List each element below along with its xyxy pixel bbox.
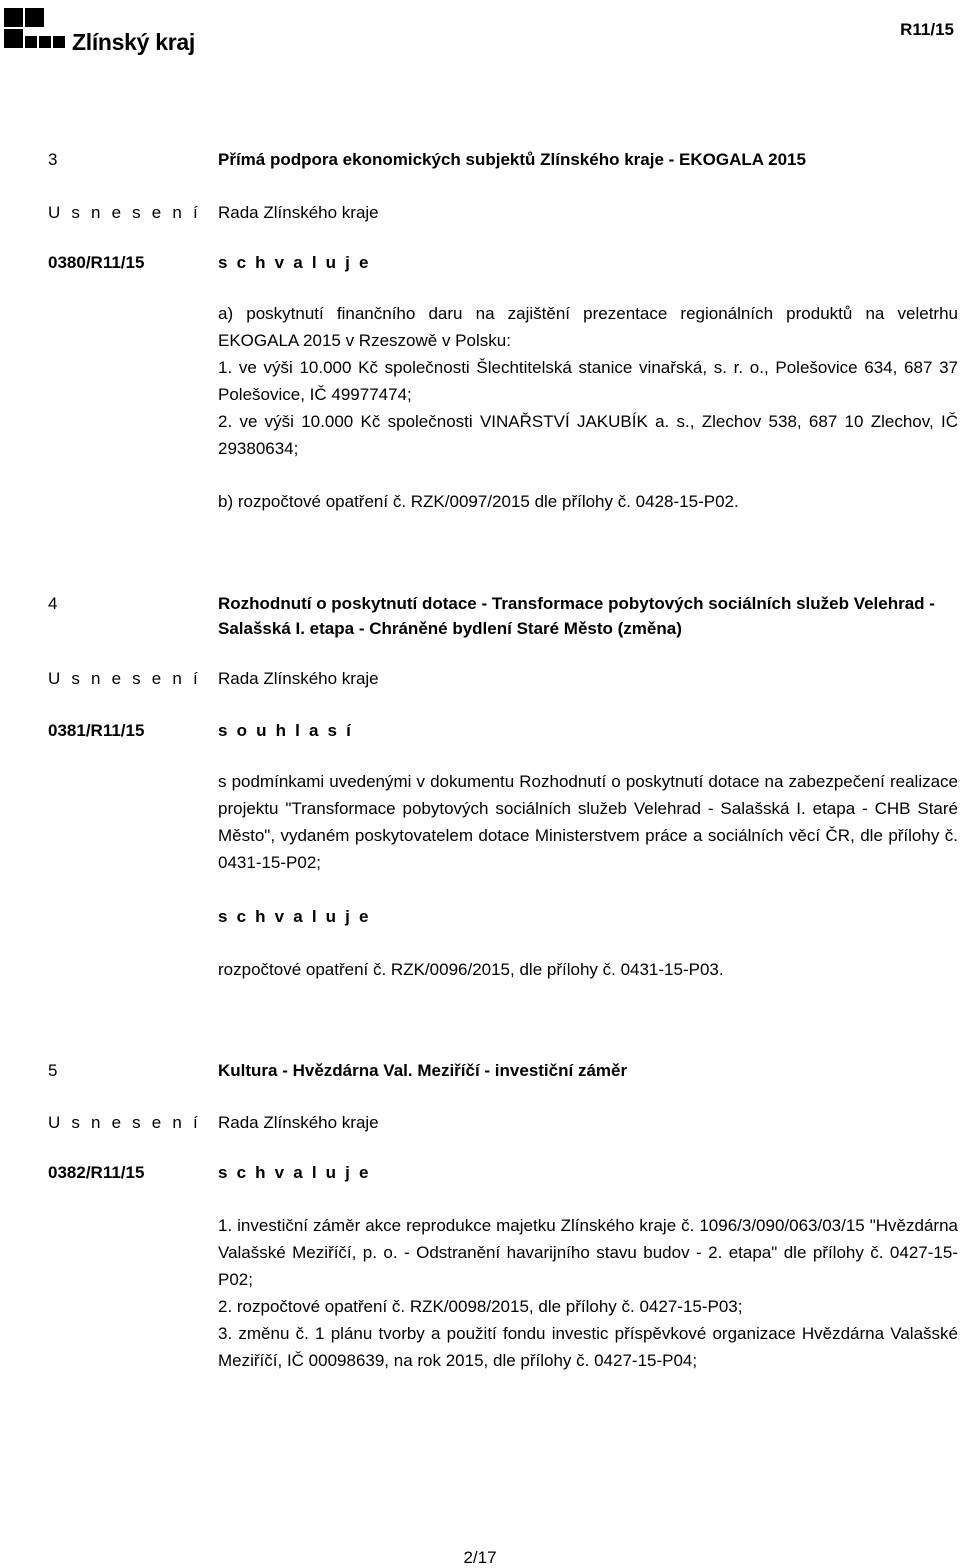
body-name: Rada Zlínského kraje	[218, 203, 379, 222]
zlinsky-kraj-logo	[4, 6, 204, 56]
logo-squares-icon	[4, 6, 68, 50]
resolution-verb: s c h v a l u j e	[218, 907, 371, 926]
resolution-paragraph: a) poskytnutí finančního daru na zajištění prezentace regionálních produktů na veletrhu EKOGALA 2015 v Rzeszowě v Polsku:	[218, 304, 958, 350]
item-title: Přímá podpora ekonomických subjektů Zlínského kraje - EKOGALA 2015	[218, 150, 806, 169]
resolution-verb: s c h v a l u j e	[218, 253, 371, 272]
document-code: R11/15	[900, 20, 954, 39]
resolution-paragraph: s podmínkami uvedenými v dokumentu Rozhodnutí o poskytnutí dotace na zabezpečení realizace projektu "Transformace pobytových sociálních služeb Velehrad - Salašská I. etapa - CHB Staré Město", vydaném poskytovatelem dotace Ministerstvem práce a sociálních věcí ČR, dle přílohy č. 0431-15-P02;	[218, 772, 958, 872]
usneseni-label: U s n e s e n í	[48, 669, 201, 688]
usneseni-label: U s n e s e n í	[48, 1113, 201, 1132]
item-title: Rozhodnutí o poskytnutí dotace - Transformace pobytových sociálních služeb Velehrad - Salašská I. etapa - Chráněné bydlení Staré Město (změna)	[218, 594, 935, 638]
resolution-paragraph: b) rozpočtové opatření č. RZK/0097/2015 dle přílohy č. 0428-15-P02.	[218, 492, 739, 511]
resolution-paragraph: 1. investiční záměr akce reprodukce majetku Zlínského kraje č. 1096/3/090/063/03/15 "Hvězdárna Valašské Meziříčí, p. o. - Odstranění havarijního stavu budov - 2. etapa" dle přílohy č. 0427-15-P02;	[218, 1216, 958, 1289]
body-name: Rada Zlínského kraje	[218, 669, 379, 688]
resolution-paragraph: rozpočtové opatření č. RZK/0096/2015, dle přílohy č. 0431-15-P03.	[218, 960, 724, 979]
item-number: 5	[48, 1061, 58, 1080]
page-number: 2/17	[463, 1548, 497, 1567]
resolution-paragraph: 3. změnu č. 1 plánu tvorby a použití fondu investic příspěvkové organizace Hvězdárna Valašské Meziříčí, IČ 00098639, na rok 2015, dle přílohy č. 0427-15-P04;	[218, 1324, 958, 1370]
resolution-number: 0381/R11/15	[48, 721, 145, 740]
resolution-number: 0382/R11/15	[48, 1163, 145, 1182]
item-number: 3	[48, 150, 58, 169]
item-number: 4	[48, 594, 58, 613]
resolution-paragraph: 2. ve výši 10.000 Kč společnosti VINAŘSTVÍ JAKUBÍK a. s., Zlechov 538, 687 10 Zlechov, IČ 29380634;	[218, 412, 958, 458]
resolution-verb: s o u h l a s í	[218, 721, 354, 740]
resolution-paragraph: 1. ve výši 10.000 Kč společnosti Šlechtitelská stanice vinařská, s. r. o., Polešovice 634, 687 37 Polešovice, IČ 49977474;	[218, 358, 958, 404]
logo-text: Zlínský kraj	[72, 29, 195, 55]
usneseni-label: U s n e s e n í	[48, 203, 201, 222]
item-title: Kultura - Hvězdárna Val. Meziříčí - investiční záměr	[218, 1061, 628, 1080]
body-name: Rada Zlínského kraje	[218, 1113, 379, 1132]
resolution-verb: s c h v a l u j e	[218, 1163, 371, 1182]
resolution-paragraph: 2. rozpočtové opatření č. RZK/0098/2015, dle přílohy č. 0427-15-P03;	[218, 1297, 743, 1316]
resolution-number: 0380/R11/15	[48, 253, 145, 272]
